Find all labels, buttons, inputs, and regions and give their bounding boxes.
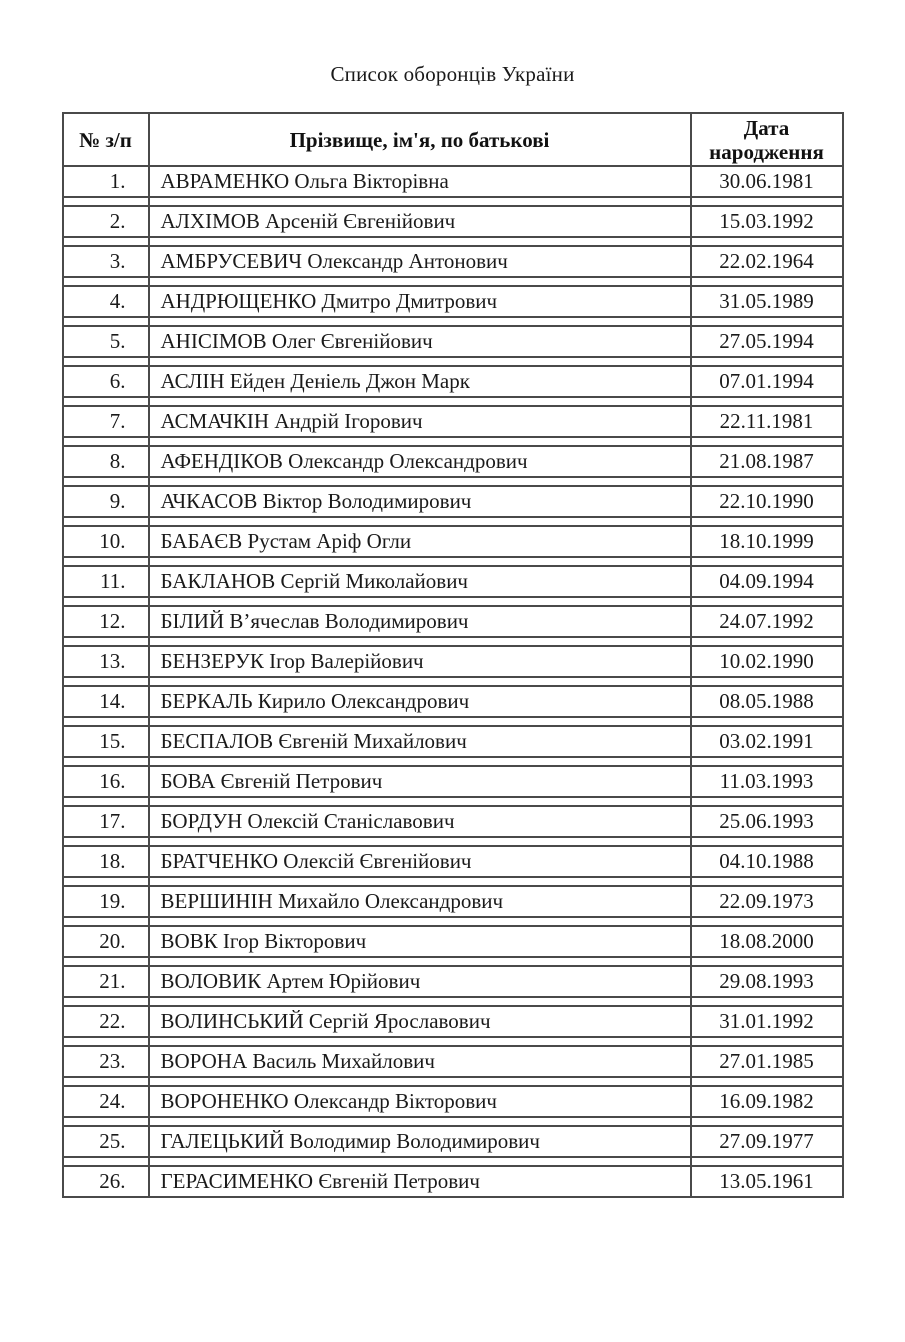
row-birth-date: 30.06.1981 bbox=[691, 166, 843, 197]
row-birth-date: 24.07.1992 bbox=[691, 606, 843, 637]
row-birth-date: 27.09.1977 bbox=[691, 1126, 843, 1157]
table-row bbox=[63, 526, 843, 557]
row-spacer bbox=[63, 957, 843, 966]
row-birth-date: 07.01.1994 bbox=[691, 366, 843, 397]
row-spacer bbox=[63, 877, 843, 886]
row-number: 9. bbox=[63, 486, 149, 517]
row-spacer bbox=[63, 557, 843, 566]
row-number: 8. bbox=[63, 446, 149, 477]
row-full-name: БЕРКАЛЬ Кирило Олександрович bbox=[149, 686, 691, 717]
row-full-name: БАКЛАНОВ Сергій Миколайович bbox=[149, 566, 691, 597]
row-spacer bbox=[63, 597, 843, 606]
row-spacer bbox=[63, 437, 843, 446]
table-row bbox=[63, 446, 843, 477]
row-full-name: БЕСПАЛОВ Євгеній Михайлович bbox=[149, 726, 691, 757]
row-number: 7. bbox=[63, 406, 149, 437]
row-birth-date: 21.08.1987 bbox=[691, 446, 843, 477]
row-number: 4. bbox=[63, 286, 149, 317]
row-birth-date: 25.06.1993 bbox=[691, 806, 843, 837]
table-header-row bbox=[63, 113, 843, 166]
table-row bbox=[63, 286, 843, 317]
row-full-name: БОВА Євгеній Петрович bbox=[149, 766, 691, 797]
row-number: 10. bbox=[63, 526, 149, 557]
row-birth-date: 18.08.2000 bbox=[691, 926, 843, 957]
row-spacer bbox=[63, 677, 843, 686]
row-spacer bbox=[63, 1077, 843, 1086]
row-full-name: АВРАМЕНКО Ольга Вікторівна bbox=[149, 166, 691, 197]
row-number: 15. bbox=[63, 726, 149, 757]
table-row bbox=[63, 806, 843, 837]
row-spacer bbox=[63, 917, 843, 926]
row-spacer bbox=[63, 837, 843, 846]
table-row bbox=[63, 406, 843, 437]
row-full-name: БРАТЧЕНКО Олексій Євгенійович bbox=[149, 846, 691, 877]
row-spacer bbox=[63, 1037, 843, 1046]
row-number: 17. bbox=[63, 806, 149, 837]
row-birth-date: 27.01.1985 bbox=[691, 1046, 843, 1077]
row-birth-date: 08.05.1988 bbox=[691, 686, 843, 717]
table-row bbox=[63, 326, 843, 357]
row-birth-date: 29.08.1993 bbox=[691, 966, 843, 997]
row-number: 18. bbox=[63, 846, 149, 877]
row-number: 1. bbox=[63, 166, 149, 197]
table-row bbox=[63, 1046, 843, 1077]
table-row bbox=[63, 206, 843, 237]
row-full-name: АНДРЮЩЕНКО Дмитро Дмитрович bbox=[149, 286, 691, 317]
table-row bbox=[63, 1086, 843, 1117]
row-spacer bbox=[63, 397, 843, 406]
row-spacer bbox=[63, 517, 843, 526]
row-spacer bbox=[63, 1117, 843, 1126]
row-full-name: АМБРУСЕВИЧ Олександр Антонович bbox=[149, 246, 691, 277]
table-row bbox=[63, 766, 843, 797]
row-full-name: ВЕРШИНІН Михайло Олександрович bbox=[149, 886, 691, 917]
row-full-name: АЛХІМОВ Арсеній Євгенійович bbox=[149, 206, 691, 237]
row-full-name: ВОРОНА Василь Михайлович bbox=[149, 1046, 691, 1077]
row-full-name: АФЕНДІКОВ Олександр Олександрович bbox=[149, 446, 691, 477]
row-number: 19. bbox=[63, 886, 149, 917]
header-full-name: Прізвище, ім'я, по батькові bbox=[149, 113, 691, 166]
row-number: 24. bbox=[63, 1086, 149, 1117]
row-birth-date: 18.10.1999 bbox=[691, 526, 843, 557]
row-birth-date: 22.11.1981 bbox=[691, 406, 843, 437]
row-birth-date: 04.10.1988 bbox=[691, 846, 843, 877]
row-full-name: АНІСІМОВ Олег Євгенійович bbox=[149, 326, 691, 357]
row-full-name: ГАЛЕЦЬКИЙ Володимир Володимирович bbox=[149, 1126, 691, 1157]
row-birth-date: 22.09.1973 bbox=[691, 886, 843, 917]
row-number: 13. bbox=[63, 646, 149, 677]
row-birth-date: 11.03.1993 bbox=[691, 766, 843, 797]
row-spacer bbox=[63, 637, 843, 646]
row-full-name: БІЛИЙ В’ячеслав Володимирович bbox=[149, 606, 691, 637]
row-spacer bbox=[63, 1157, 843, 1166]
row-number: 12. bbox=[63, 606, 149, 637]
row-number: 23. bbox=[63, 1046, 149, 1077]
row-birth-date: 31.01.1992 bbox=[691, 1006, 843, 1037]
row-birth-date: 16.09.1982 bbox=[691, 1086, 843, 1117]
row-birth-date: 13.05.1961 bbox=[691, 1166, 843, 1197]
row-full-name: АЧКАСОВ Віктор Володимирович bbox=[149, 486, 691, 517]
row-birth-date: 15.03.1992 bbox=[691, 206, 843, 237]
row-number: 25. bbox=[63, 1126, 149, 1157]
row-spacer bbox=[63, 357, 843, 366]
row-full-name: БЕНЗЕРУК Ігор Валерійович bbox=[149, 646, 691, 677]
row-full-name: АСЛІН Ейден Деніель Джон Марк bbox=[149, 366, 691, 397]
row-number: 2. bbox=[63, 206, 149, 237]
row-spacer bbox=[63, 757, 843, 766]
table-row bbox=[63, 1166, 843, 1197]
row-number: 20. bbox=[63, 926, 149, 957]
table-row bbox=[63, 566, 843, 597]
table-row bbox=[63, 486, 843, 517]
row-spacer bbox=[63, 797, 843, 806]
row-birth-date: 22.02.1964 bbox=[691, 246, 843, 277]
row-spacer bbox=[63, 277, 843, 286]
row-spacer bbox=[63, 477, 843, 486]
row-birth-date: 27.05.1994 bbox=[691, 326, 843, 357]
row-spacer bbox=[63, 317, 843, 326]
row-full-name: ВОЛОВИК Артем Юрійович bbox=[149, 966, 691, 997]
row-spacer bbox=[63, 717, 843, 726]
table-row bbox=[63, 606, 843, 637]
table-row bbox=[63, 686, 843, 717]
document-page bbox=[0, 62, 905, 1342]
page-title: Список оборонців України bbox=[330, 62, 575, 86]
table-row bbox=[63, 726, 843, 757]
row-number: 22. bbox=[63, 1006, 149, 1037]
row-spacer bbox=[63, 237, 843, 246]
row-birth-date: 10.02.1990 bbox=[691, 646, 843, 677]
table-row bbox=[63, 926, 843, 957]
row-full-name: ВОРОНЕНКО Олександр Вікторович bbox=[149, 1086, 691, 1117]
table-row bbox=[63, 886, 843, 917]
row-birth-date: 31.05.1989 bbox=[691, 286, 843, 317]
row-full-name: ВОВК Ігор Вікторович bbox=[149, 926, 691, 957]
defenders-table bbox=[62, 112, 844, 1198]
table-row bbox=[63, 966, 843, 997]
header-birth-date: Дата народження bbox=[691, 113, 843, 166]
row-full-name: ВОЛИНСЬКИЙ Сергій Ярославович bbox=[149, 1006, 691, 1037]
table-row bbox=[63, 366, 843, 397]
row-full-name: БОРДУН Олексій Станіславович bbox=[149, 806, 691, 837]
row-spacer bbox=[63, 197, 843, 206]
row-full-name: БАБАЄВ Рустам Аріф Огли bbox=[149, 526, 691, 557]
row-birth-date: 04.09.1994 bbox=[691, 566, 843, 597]
row-full-name: ГЕРАСИМЕНКО Євгеній Петрович bbox=[149, 1166, 691, 1197]
table-row bbox=[63, 646, 843, 677]
table-row bbox=[63, 1006, 843, 1037]
row-number: 21. bbox=[63, 966, 149, 997]
row-birth-date: 22.10.1990 bbox=[691, 486, 843, 517]
row-number: 14. bbox=[63, 686, 149, 717]
row-birth-date: 03.02.1991 bbox=[691, 726, 843, 757]
table-row bbox=[63, 846, 843, 877]
row-full-name: АСМАЧКІН Андрій Ігорович bbox=[149, 406, 691, 437]
row-number: 16. bbox=[63, 766, 149, 797]
row-number: 26. bbox=[63, 1166, 149, 1197]
row-number: 6. bbox=[63, 366, 149, 397]
header-number: № з/п bbox=[63, 113, 149, 166]
table-row bbox=[63, 1126, 843, 1157]
row-number: 5. bbox=[63, 326, 149, 357]
row-spacer bbox=[63, 997, 843, 1006]
table-row bbox=[63, 246, 843, 277]
table-row bbox=[63, 166, 843, 197]
row-number: 11. bbox=[63, 566, 149, 597]
row-number: 3. bbox=[63, 246, 149, 277]
